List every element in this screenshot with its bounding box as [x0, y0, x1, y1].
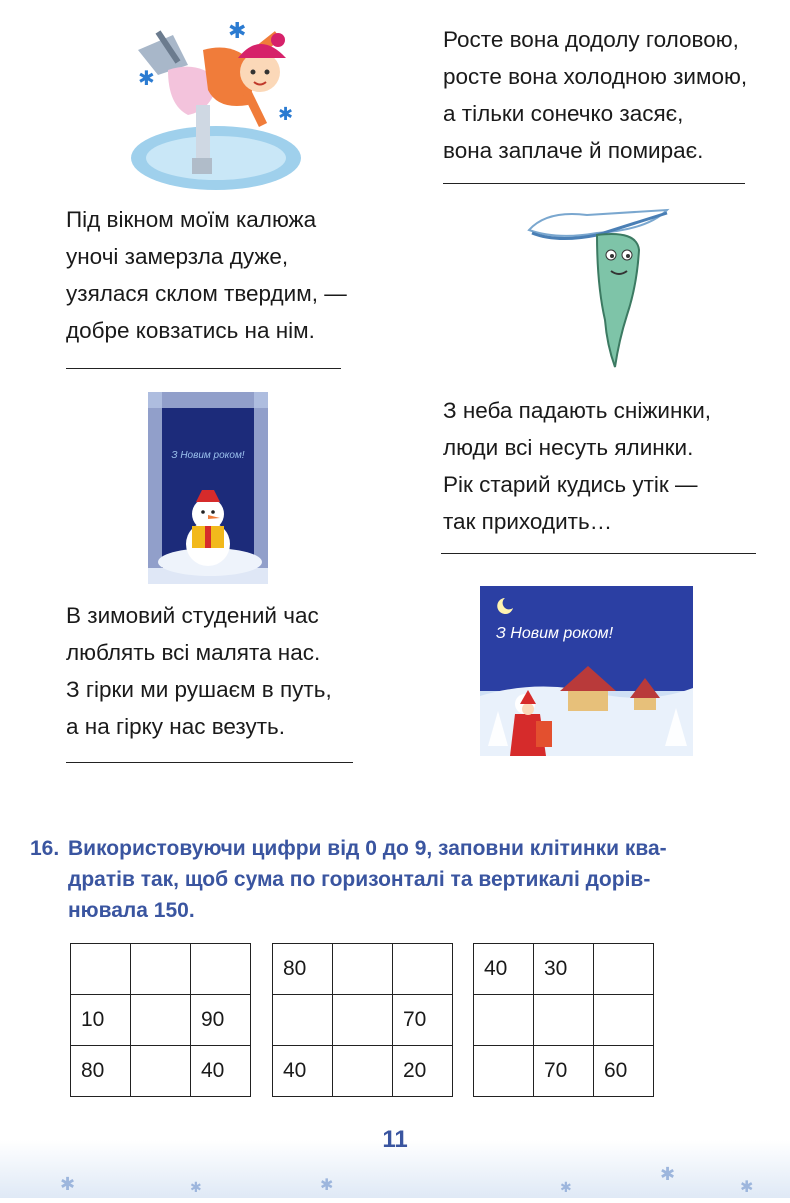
grid-cell[interactable] [131, 1046, 191, 1097]
poem-line: люди всі несуть ялинки. [443, 435, 694, 460]
svg-text:✱: ✱ [320, 1177, 334, 1194]
number-grid-2 [272, 943, 453, 1097]
grid-cell[interactable] [393, 944, 453, 995]
poem-line: вона заплаче й помирає. [443, 138, 704, 163]
grid-cell[interactable] [333, 944, 393, 995]
grid-cell[interactable] [191, 944, 251, 995]
grid-cell[interactable]: 70 [393, 995, 453, 1046]
poem-line: люблять всі малята нас. [66, 640, 321, 665]
poem-line: добре ковзатись на нім. [66, 318, 315, 343]
grid-cell[interactable]: 10 [71, 995, 131, 1046]
poem-line: З неба падають сніжинки, [443, 398, 712, 423]
grid-cell[interactable] [71, 944, 131, 995]
answer-line-icicle[interactable] [443, 183, 745, 184]
poem-ice [66, 201, 347, 349]
snowman-card-illustration [148, 392, 268, 584]
grid-cell[interactable] [273, 995, 333, 1046]
grid-cell[interactable]: 80 [273, 944, 333, 995]
poem-line: узялася склом твердим, — [66, 281, 347, 306]
snowman-card-greeting: З Новим роком! [171, 450, 245, 461]
page-number: 11 [382, 1126, 408, 1153]
task-text-line: нювала 150. [68, 899, 195, 922]
poem-line: Росте вона додолу головою, [443, 27, 739, 52]
poem-line: В зимовий студений час [66, 603, 319, 628]
task-text-line: Використовуючи цифри від 0 до 9, заповни клітинки ква- [68, 837, 667, 860]
poem-line: З гірки ми рушаєм в путь, [66, 677, 332, 702]
svg-text:✱: ✱ [278, 104, 294, 124]
village-card-illustration [480, 586, 693, 756]
icicle-illustration [527, 205, 672, 370]
number-grid-3 [473, 943, 654, 1097]
poem-line: росте вона холодною зимою, [443, 64, 748, 89]
grid-cell[interactable] [474, 995, 534, 1046]
grid-cell[interactable]: 30 [534, 944, 594, 995]
grid-cell[interactable] [333, 1046, 393, 1097]
poem-sled [66, 597, 332, 745]
grid-cell[interactable]: 90 [191, 995, 251, 1046]
task-text-line: дратів так, щоб сума по горизонталі та вертикалі дорів- [68, 868, 651, 891]
grid-cell[interactable] [594, 995, 654, 1046]
grid-cell[interactable]: 70 [534, 1046, 594, 1097]
answer-line-sled[interactable] [66, 762, 353, 763]
number-grid-1 [70, 943, 251, 1097]
poem-line: а на гірку нас везуть. [66, 714, 286, 739]
grid-cell[interactable]: 60 [594, 1046, 654, 1097]
grid-cell[interactable]: 40 [273, 1046, 333, 1097]
skater-girl-illustration [128, 10, 303, 190]
grid-cell[interactable]: 40 [474, 944, 534, 995]
svg-text:✱: ✱ [228, 18, 247, 43]
svg-text:✱: ✱ [138, 68, 155, 90]
grid-cell[interactable] [131, 995, 191, 1046]
svg-text:✱: ✱ [560, 1179, 572, 1195]
grid-cell[interactable] [333, 995, 393, 1046]
grid-cell[interactable] [594, 944, 654, 995]
grid-cell[interactable]: 20 [393, 1046, 453, 1097]
village-card-greeting: З Новим роком! [496, 625, 614, 642]
poem-line: так приходить… [443, 509, 613, 534]
grid-cell[interactable] [534, 995, 594, 1046]
poem-line: а тільки сонечко засяє, [443, 101, 684, 126]
answer-line-newyear[interactable] [441, 553, 756, 554]
poem-newyear [443, 392, 711, 540]
grid-cell[interactable] [131, 944, 191, 995]
task-number: 16. [30, 837, 60, 860]
poem-line: Рік старий кудись утік — [443, 472, 698, 497]
svg-text:✱: ✱ [60, 1174, 76, 1194]
svg-text:✱: ✱ [660, 1164, 676, 1184]
svg-text:✱: ✱ [190, 1179, 202, 1195]
poem-line: Під вікном моїм калюжа [66, 207, 317, 232]
task-16 [30, 833, 775, 926]
svg-text:✱: ✱ [740, 1179, 754, 1196]
poem-line: уночі замерзла дуже, [66, 244, 289, 269]
answer-line-ice[interactable] [66, 368, 341, 369]
grid-cell[interactable]: 40 [191, 1046, 251, 1097]
grid-cell[interactable] [474, 1046, 534, 1097]
poem-icicle [443, 21, 747, 169]
grid-cell[interactable]: 80 [71, 1046, 131, 1097]
